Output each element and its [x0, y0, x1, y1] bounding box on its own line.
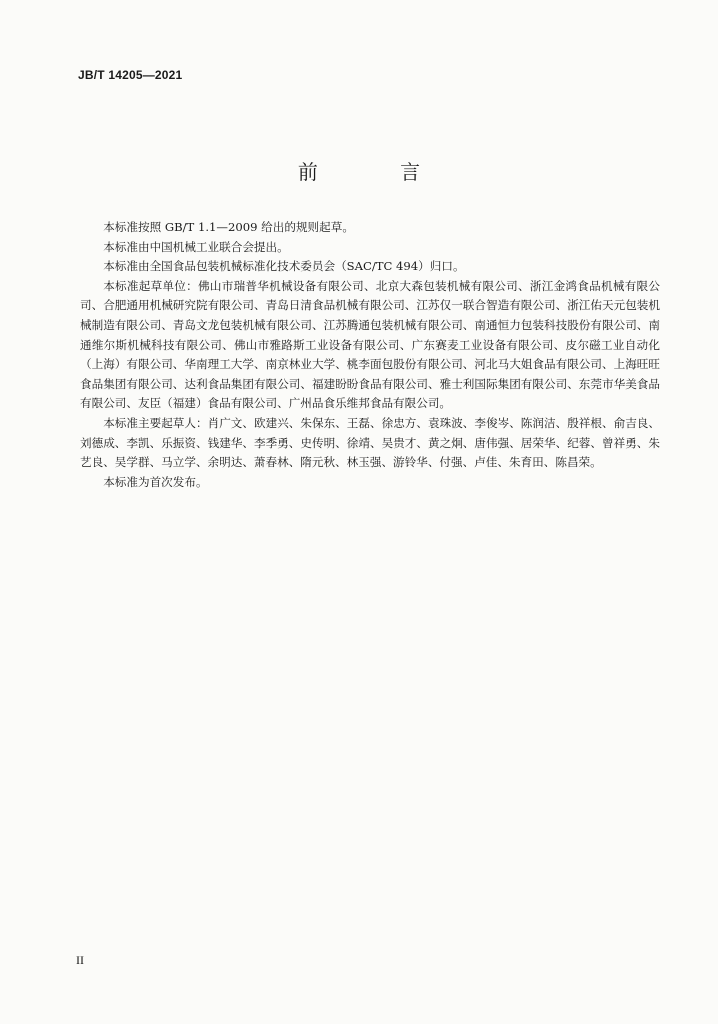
paragraph-drafting-units: 本标准起草单位：佛山市瑞普华机械设备有限公司、北京大森包装机械有限公司、浙江金鸿食品机械有限公司、合肥通用机械研究院有限公司、青岛日清食品机械有限公司、江苏仅一联合智造有限公司、浙江佑天元包装机械制造有限公司、青岛文龙包装机械有限公司、江苏腾通包装机械有限公司、南通恒力包装科技股份有限公司、南通维尔斯机械科技有限公司、佛山市雅路斯工业设备有限公司、广东赛麦工业设备有限公司、皮尔磁工业自动化（上海）有限公司、华南理工大学、南京林业大学、桃李面包股份有限公司、河北马大姐食品有限公司、上海旺旺食品集团有限公司、达利食品集团有限公司、福建盼盼食品有限公司、雅士利国际集团有限公司、东莞市华美食品有限公司、友臣（福建）食品有限公司、广州品食乐维邦食品有限公司。: [80, 278, 660, 411]
paragraph-first-release: 本标准为首次发布。: [103, 474, 208, 489]
foreword-body: [80, 218, 660, 492]
paragraph-proposer: 本标准由中国机械工业联合会提出。: [103, 239, 289, 254]
page-number: II: [76, 953, 84, 967]
page-title: 前 言: [297, 160, 459, 184]
paragraph-committee: 本标准由全国食品包装机械标准化技术委员会（SAC/TC 494）归口。: [103, 259, 465, 274]
standard-code: JB/T 14205—2021: [78, 68, 183, 82]
paragraph-drafting-rules: 本标准按照 GB/T 1.1—2009 给出的规则起草。: [103, 220, 354, 234]
paragraph-drafters: 本标准主要起草人：肖广文、欧建兴、朱保东、王磊、徐忠方、袁珠波、李俊岑、陈润洁、殷祥根、俞吉良、刘德成、李凯、乐振资、钱建华、李季勇、史传明、徐靖、吴贵才、黄之炯、唐伟强、居荣华、纪蓉、曾祥勇、朱艺良、吴学群、马立学、余明达、萧春林、隋元秋、林玉强、游铃华、付强、卢佳、朱育田、陈昌荣。: [80, 415, 660, 470]
